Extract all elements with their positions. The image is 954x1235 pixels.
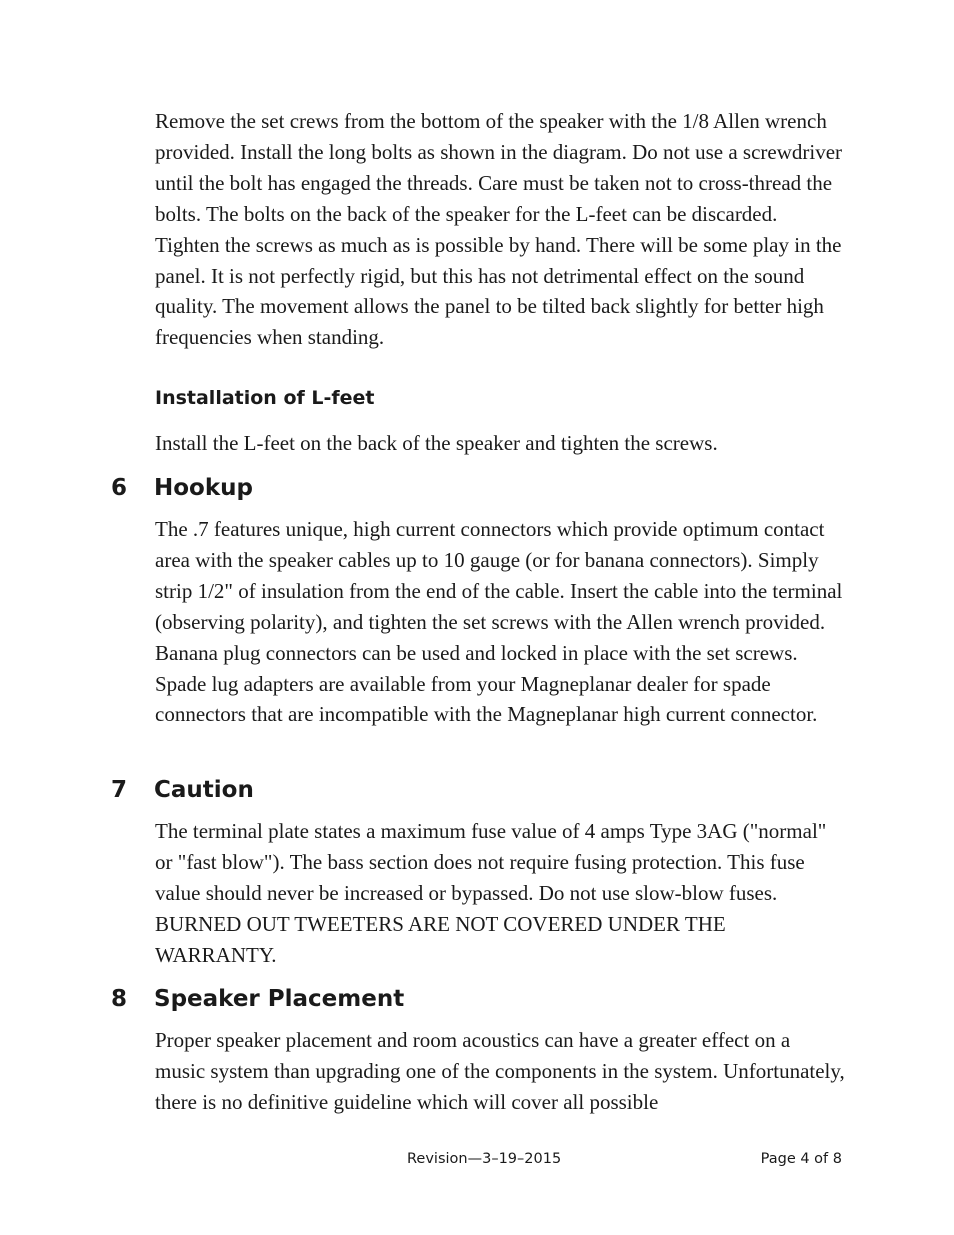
lfeet-paragraph: Install the L-feet on the back of the speaker and tighten the screws. [155, 431, 718, 455]
section-title: Caution [154, 777, 254, 803]
caution-paragraph: The terminal plate states a maximum fuse value of 4 amps Type 3AG ("normal" or "fast blow"). The bass section does not require fusing protection. This fuse value should never be increased or bypassed. Do not use slow-blow fuses. BURNED OUT TWEETERS ARE NOT COVERED UNDER THE WARRANTY. [155, 819, 827, 967]
lfeet-heading: Installation of L-feet [155, 387, 375, 409]
intro-paragraph: Remove the set crews from the bottom of the speaker with the 1/8 Allen wrench provided. Install the long bolts as shown in the diagram. Do not use a screwdriver until the bolt has engaged the threads. Care must be taken not to cross-thread the bolts. The bolts on the back of the speaker for the L-feet can be discarded. Tighten the screws as much as is possible by hand. There will be some play in the panel. It is not perfectly rigid, but this has not detrimental effect on the sound quality. The movement allows the panel to be tilted back slightly for better high frequencies when standing. [155, 109, 843, 350]
footer-page-number: Page 4 of 8 [760, 1151, 842, 1167]
speaker-placement-paragraph: Proper speaker placement and room acoustics can have a greater effect on a music system than upgrading one of the components in the system. Unfortunately, there is no definitive guideline which will cover all possible [155, 1028, 845, 1114]
section-title: Speaker Placement [154, 986, 405, 1012]
section-title: Hookup [154, 475, 253, 501]
section-heading-hookup [111, 473, 811, 503]
section-number: 8 [111, 986, 128, 1012]
section-heading-caution [111, 775, 811, 805]
footer-revision: Revision—3–19–2015 [407, 1151, 562, 1167]
section-heading-speaker-placement [111, 984, 811, 1014]
section-number: 7 [111, 777, 128, 803]
hookup-paragraph: The .7 features unique, high current connectors which provide optimum contact area with the speaker cables up to 10 gauge (or for banana connectors). Simply strip 1/2" of insulation from the end of the cable. Insert the cable into the terminal (observing polarity), and tighten the set screws with the Allen wrench provided. Banana plug connectors can be used and locked in place with the set screws. Spade lug adapters are available from your Magneplanar dealer for spade connectors that are incompatible with the Magneplanar high current connector. [155, 517, 843, 727]
section-number: 6 [111, 475, 128, 501]
